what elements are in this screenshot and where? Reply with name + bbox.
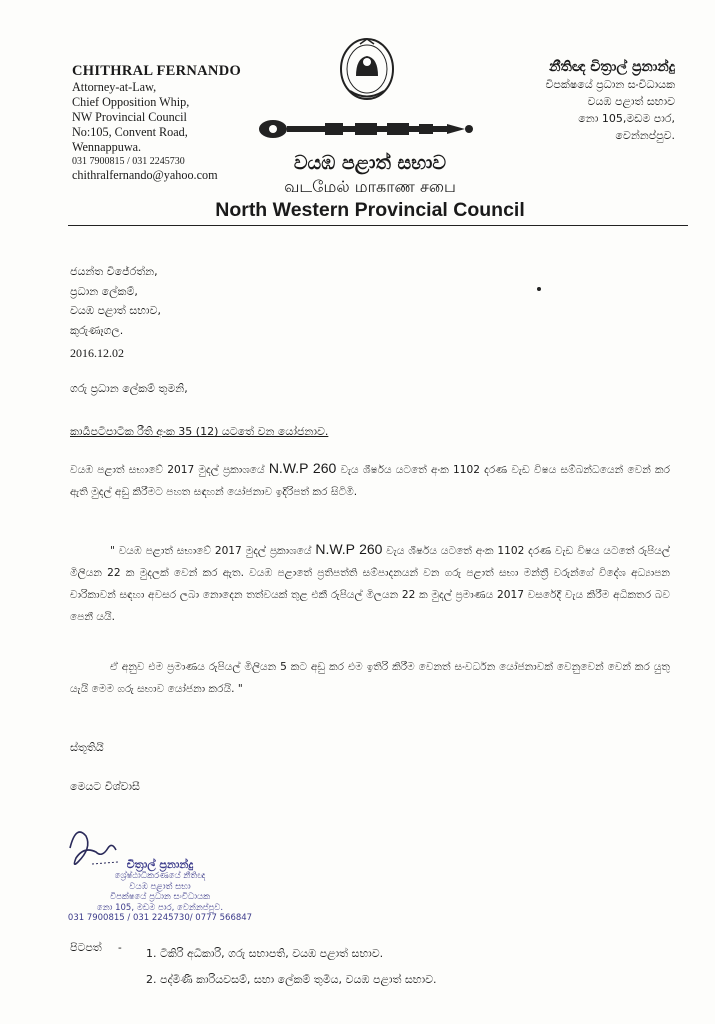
salutation: ගරු ප්‍රධාන ලේකම් තුමනි, bbox=[70, 382, 188, 395]
council-title bbox=[200, 150, 540, 222]
p1-nwp-code: N.W.P 260 bbox=[268, 460, 337, 476]
recipient-name: ජයන්ත විජේරත්න, bbox=[70, 265, 158, 278]
sender-title: Attorney-at-Law, bbox=[72, 80, 157, 94]
copy-recipient-2: 2. පද්මිණී කාරියවසම්, සභා ලේකම් තුමිය, වයඹ පළාත් සභාව. bbox=[146, 973, 437, 986]
stamp-phone: 031 7900815 / 031 2245730/ 0777 566847 bbox=[67, 913, 253, 923]
recipient-title: ප්‍රධාන ලේකම්, bbox=[70, 284, 138, 298]
p2-nwp-code: N.W.P 260 bbox=[315, 541, 383, 557]
official-stamp bbox=[60, 858, 260, 924]
recipient-address bbox=[70, 262, 161, 340]
body-paragraph-3 bbox=[70, 656, 670, 700]
sender-block-sinhala bbox=[546, 58, 676, 144]
provincial-emblem-icon bbox=[338, 36, 396, 106]
copy-recipient-1: 1. ටිකිරි අධිකාරි, ගරු සභාපති, වයඹ පළාත් සභාව. bbox=[146, 947, 384, 960]
sender-name: CHITHRAL FERNANDO bbox=[72, 63, 242, 79]
header-divider bbox=[68, 225, 688, 226]
sender-role: Chief Opposition Whip, bbox=[72, 95, 190, 109]
sender-address: No:105, Convent Road, bbox=[72, 125, 188, 139]
mace-icon bbox=[255, 118, 477, 140]
p2-text-b: වැය ශීර්ෂය යටතේ අංක 1102 දරණ වැඩ විෂය යටතේ රුපියල් මිලියන 22 ක මුදලක් වෙන් කර ඇත. වයඹ පළාතේ ප්‍රතිපත්ති සම්පාදනයන් වන ගරු පළාත් සභා මන්ත්‍රී වරුන්ගේ විදේශ අධ්‍යාපන චාරිකාවන් සඳහා අවසර ලබා නොදෙන තත්වයක් තුළ එකී රුපියල් මිලයන 22 ක මුදල් ප්‍රමාණය 2017 වසරේදී වැය කිරීම අධිකතර බව පෙනී යයි. bbox=[70, 545, 671, 623]
recipient-city: කුරුණෑගල. bbox=[70, 323, 124, 337]
p3-text: ඒ අනුව එම ප්‍රමාණය රුපියල් මිලියන 5 කට අඩු කර එම ඉතිරි කිරීම වෙනත් සංවර්ධන යෝජනාවක් වෙනුවෙන් වෙන් කර යුතු යැයි මෙම ගරු සභාව යෝජනා කරයි. " bbox=[70, 661, 670, 695]
speck bbox=[537, 287, 541, 291]
p2-text-a: " වයඹ පළාත් සභාවේ 2017 මුදල් ප්‍රකාශයේ bbox=[110, 545, 312, 557]
sender-town: Wennappuwa. bbox=[72, 140, 142, 154]
copies-label: පිටපත් bbox=[70, 941, 102, 954]
letter-subject: කාර්‍යපටිපාටික රීති අංක 35 (12) යටතේ වන යෝජනාව. bbox=[70, 425, 329, 438]
sender-council-sinhala: වයඹ පළාත් සභාව bbox=[587, 95, 675, 108]
sender-name-sinhala: නීතිඥ චිත්‍රාල් ප්‍රනාන්දු bbox=[549, 59, 675, 75]
council-name-tamil: வடமேல் மாகாண சபை bbox=[284, 177, 456, 196]
p1-text-b: වැය ශීර්ෂය යටතේ අංක 1102 දරණ වැඩ විෂය සම්බන්ධයෙන් වෙන් කර ඇති මුදල් අඩු කිරීමට පහත සඳහන් යෝජනාව ඉදිරිපත් කර සිටිමි. bbox=[70, 464, 671, 498]
stamp-name: චිත්‍රාල් ප්‍රනාන්දු bbox=[126, 858, 194, 871]
copies-list bbox=[146, 941, 437, 993]
body-paragraph-1 bbox=[70, 457, 670, 503]
recipient-org: වයඹ පළාත් සභාව, bbox=[70, 304, 161, 317]
council-name-english: North Western Provincial Council bbox=[215, 199, 525, 221]
sender-email: chithralfernando@yahoo.com bbox=[72, 168, 218, 182]
letter-date: 2016.12.02 bbox=[70, 346, 124, 360]
sender-address-sinhala: නො 105,මඩම පාර, bbox=[578, 112, 675, 125]
closing-thanks: ස්තූතියි bbox=[70, 741, 104, 754]
stamp-council: වයඹ පළාත් සභා bbox=[129, 881, 191, 892]
copies-dash: - bbox=[118, 941, 122, 954]
closing-faithfully: මෙයට විශ්වාසී bbox=[70, 780, 140, 793]
stamp-title: ශ්‍රේෂ්ඨාධිකරණයේ නීතිඥ bbox=[114, 871, 206, 881]
sender-council: NW Provincial Council bbox=[72, 110, 187, 124]
stamp-role: විපක්ෂයේ ප්‍රධාන සංවිධායක bbox=[109, 892, 211, 902]
sender-town-sinhala: වෙන්නප්පුව. bbox=[615, 129, 675, 142]
p1-text-a: වයඹ පළාත් සභාවේ 2017 මුදල් ප්‍රකාශයේ bbox=[70, 464, 265, 476]
sender-phone: 031 7900815 / 031 2245730 bbox=[72, 156, 185, 167]
body-paragraph-2 bbox=[70, 538, 670, 628]
stamp-address: නො 105, මඩම පාර, වෙන්නප්පුව. bbox=[96, 902, 224, 913]
council-name-sinhala: වයඹ පළාත් සභාව bbox=[293, 152, 447, 174]
sender-role-sinhala: විපක්ෂයේ ප්‍රධාන සංවිධායක bbox=[545, 78, 675, 91]
